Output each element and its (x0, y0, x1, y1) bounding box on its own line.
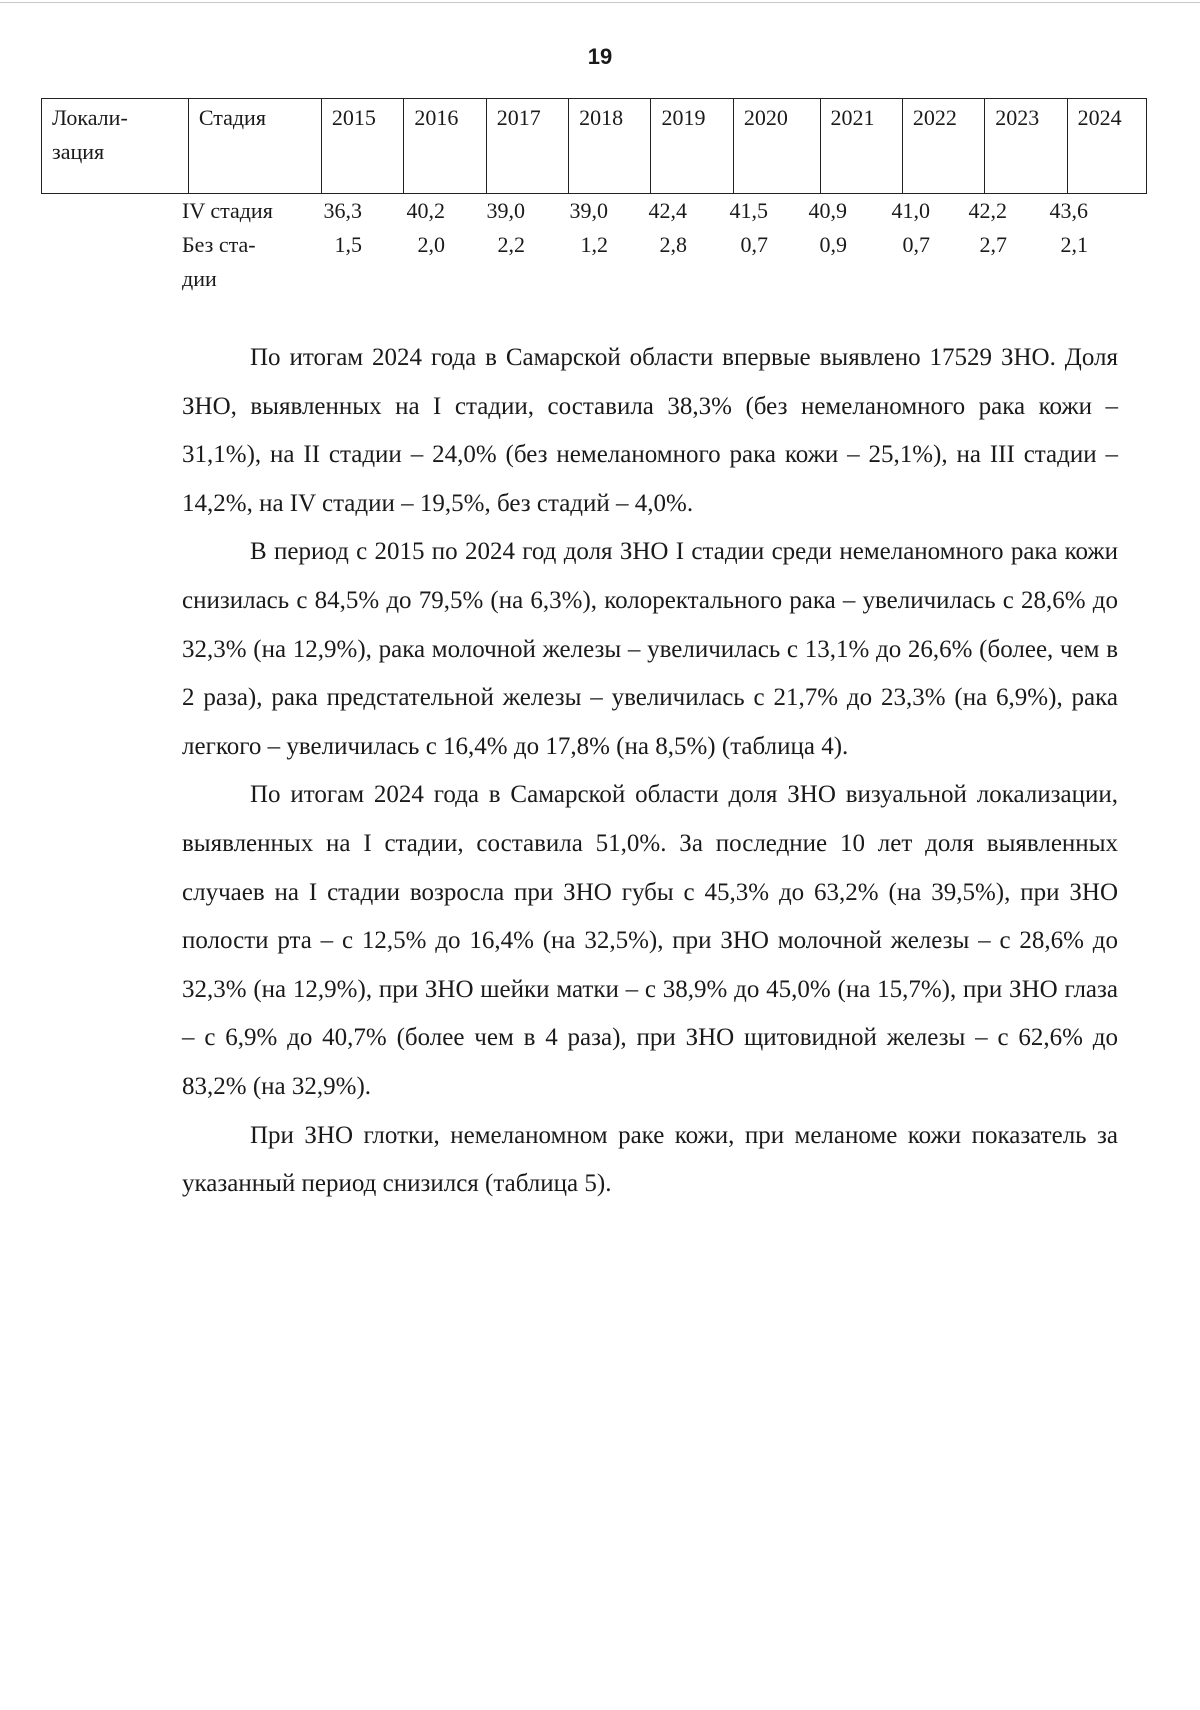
table-cell: 42,4 (648, 198, 687, 223)
table-row (0, 228, 1200, 262)
table-cell: 42,2 (968, 198, 1007, 223)
paragraph: При ЗНО глотки, немеланомном раке кожи, при меланоме кожи показатель за указанный период снизился (таблица 5). (182, 1121, 1118, 1198)
header-year: 2023 (985, 99, 1067, 194)
table-cell: 43,6 (1049, 198, 1088, 223)
table-cell: 1,2 (580, 232, 608, 257)
row-label: дии (182, 266, 217, 291)
table-cell: 2,0 (417, 232, 445, 257)
paragraph: По итогам 2024 года в Самарской области впервые выявлено 17529 ЗНО. Доля ЗНО, выявленных на I стадии, составила 38,3% (без немеланомного рака кожи – 31,1%), на II стадии – 24,0% (без немеланомного рака кожи – 25,1%), на III стадии – 14,2%, на IV стадии – 19,5%, без стадий – 4,0%. (182, 344, 1118, 517)
header-year: 2017 (486, 99, 568, 194)
header-stage: Стадия (188, 99, 321, 194)
table-cell: 2,1 (1060, 232, 1088, 257)
table-cell: 0,9 (819, 232, 847, 257)
paragraph: По итогам 2024 года в Самарской области доля ЗНО визуальной локализации, выявленных на I стадии, составила 51,0%. За последние 10 лет доля выявленных случаев на I стадии возросла при ЗНО губы с 45,3% до 63,2% (на 39,5%), при ЗНО полости рта – с 12,5% до 16,4% (на 32,5%), при ЗНО молочной железы – с 28,6% до 32,3% (на 12,9%), при ЗНО шейки матки – с 38,9% до 45,0% (на 15,7%), при ЗНО глаза – с 6,9% до 40,7% (более чем в 4 раза), при ЗНО щитовидной железы – с 62,6% до 83,2% (на 32,9%). (182, 781, 1118, 1100)
header-year: 2015 (321, 99, 403, 194)
table-header (41, 98, 1147, 194)
table-cell: 1,5 (334, 232, 362, 257)
header-year: 2021 (820, 99, 902, 194)
header-year: 2024 (1067, 99, 1146, 194)
table-row-continuation (0, 262, 1200, 296)
table-cell: 36,3 (323, 198, 362, 223)
table-cell: 39,0 (486, 198, 525, 223)
header-year: 2016 (404, 99, 486, 194)
table-cell: 41,5 (729, 198, 768, 223)
table-cell: 0,7 (902, 232, 930, 257)
table-row (0, 194, 1200, 228)
table-cell: 2,8 (659, 232, 687, 257)
table-cell: 2,2 (497, 232, 525, 257)
header-year: 2019 (651, 99, 733, 194)
page-number: 19 (587, 44, 613, 69)
table-cell: 0,7 (740, 232, 768, 257)
table-cell: 41,0 (891, 198, 930, 223)
header-year: 2018 (569, 99, 651, 194)
row-label: Без ста- (182, 232, 256, 257)
header-localization: Локали- зация (42, 99, 189, 194)
table-cell: 40,2 (406, 198, 445, 223)
table-cell: 2,7 (979, 232, 1007, 257)
body-text (182, 334, 1118, 1209)
row-label: IV стадия (182, 198, 273, 223)
header-year: 2020 (733, 99, 820, 194)
table-cell: 39,0 (569, 198, 608, 223)
top-rule (0, 2, 1200, 3)
table-cell: 40,9 (808, 198, 847, 223)
paragraph: В период с 2015 по 2024 год доля ЗНО I стадии среди немеланомного рака кожи снизилась с 84,5% до 79,5% (на 6,3%), колоректального рака – увеличилась с 28,6% до 32,3% (на 12,9%), рака молочной железы – увеличилась с 13,1% до 26,6% (более, чем в 2 раза), рака предстательной железы – увеличилась с 21,7% до 23,3% (на 6,9%), рака легкого – увеличилась с 16,4% до 17,8% (на 8,5%) (таблица 4). (182, 538, 1118, 760)
header-year: 2022 (902, 99, 984, 194)
